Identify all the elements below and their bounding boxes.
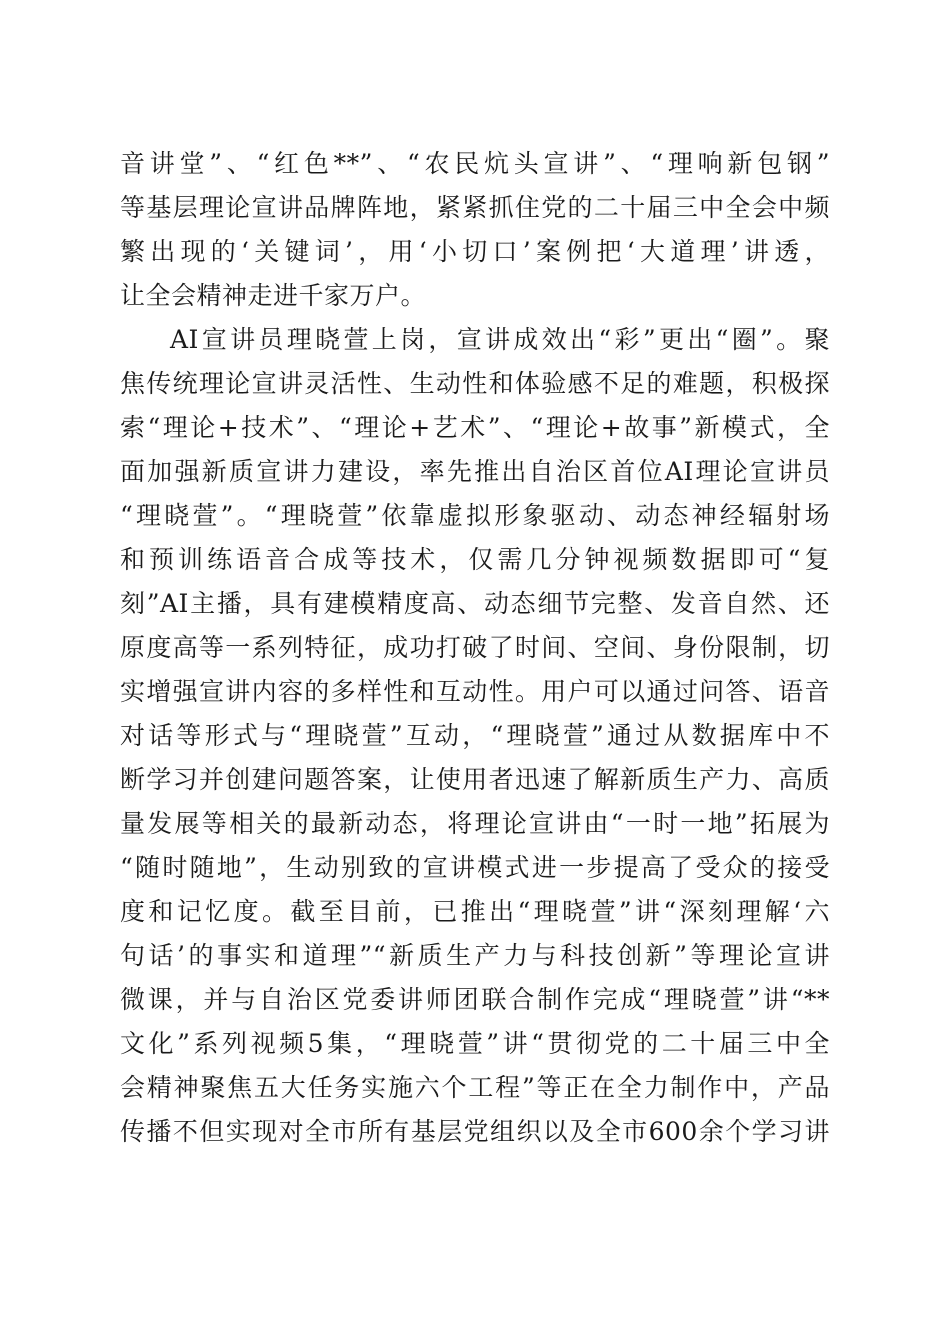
text-line: 文化”系列视频5集，“理晓萱”讲“贯彻党的二十届三中全 bbox=[120, 1029, 830, 1058]
paragraph-2 bbox=[120, 318, 830, 1154]
text-line: 会精神聚焦五大任务实施六个工程”等正在全力制作中，产品 bbox=[120, 1073, 830, 1102]
text-line: 对话等形式与“理晓萱”互动，“理晓萱”通过从数据库中不 bbox=[120, 721, 830, 750]
text-line: 等基层理论宣讲品牌阵地，紧紧抓住党的二十届三中全会中频 bbox=[120, 193, 830, 222]
text-line: 传播不但实现对全市所有基层党组织以及全市600余个学习讲 bbox=[120, 1117, 830, 1146]
text-line: 焦传统理论宣讲灵活性、生动性和体验感不足的难题，积极探 bbox=[120, 369, 830, 398]
text-line: 断学习并创建问题答案，让使用者迅速了解新质生产力、高质 bbox=[120, 765, 830, 794]
text-line: 实增强宣讲内容的多样性和互动性。用户可以通过问答、语音 bbox=[120, 677, 830, 706]
text-line: 量发展等相关的最新动态，将理论宣讲由“一时一地”拓展为 bbox=[120, 809, 830, 838]
document-body bbox=[120, 142, 830, 1154]
text-line: 句话’的事实和道理”“新质生产力与科技创新”等理论宣讲 bbox=[120, 941, 830, 970]
text-line: 原度高等一系列特征，成功打破了时间、空间、身份限制，切 bbox=[120, 633, 830, 662]
text-line: 刻”AI主播，具有建模精度高、动态细节完整、发音自然、还 bbox=[120, 589, 830, 618]
text-line: “随时随地”，生动别致的宣讲模式进一步提高了受众的接受 bbox=[120, 853, 830, 882]
text-line: 面加强新质宣讲力建设，率先推出自治区首位AI理论宣讲员 bbox=[120, 457, 830, 486]
text-line: 让全会精神走进千家万户。 bbox=[120, 281, 427, 310]
text-line: 度和记忆度。截至目前，已推出“理晓萱”讲“深刻理解‘六 bbox=[120, 897, 830, 926]
text-line: “理晓萱”。“理晓萱”依靠虚拟形象驱动、动态神经辐射场 bbox=[120, 501, 830, 530]
text-line: 索“理论+技术”、“理论+艺术”、“理论+故事”新模式，全 bbox=[120, 413, 830, 442]
text-line: 音讲堂”、“红色**”、“农民炕头宣讲”、“理响新包钢” bbox=[120, 149, 830, 178]
text-line: 繁出现的‘关键词’，用‘小切口’案例把‘大道理’讲透， bbox=[120, 237, 830, 266]
text-line: 微课，并与自治区党委讲师团联合制作完成“理晓萱”讲“** bbox=[120, 985, 830, 1014]
text-line: AI宣讲员理晓萱上岗，宣讲成效出“彩”更出“圈”。聚 bbox=[170, 325, 830, 354]
paragraph-1 bbox=[120, 142, 830, 318]
text-line: 和预训练语音合成等技术，仅需几分钟视频数据即可“复 bbox=[120, 545, 830, 574]
